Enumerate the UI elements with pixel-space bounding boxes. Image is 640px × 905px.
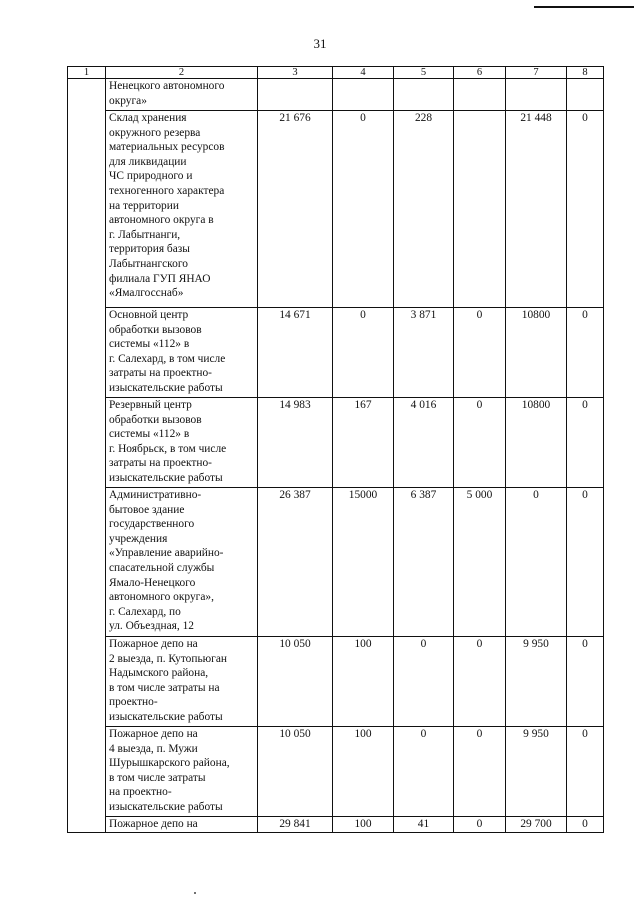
col3-value: 14 983 [258,398,333,488]
object-name: Административно- бытовое здание государственного учреждения «Управление аварийно- спасательной службы Ямало-Ненецкого автономного округа», г. Салехард, по ул. Объездная, 12 [106,488,258,637]
col4-value: 100 [333,637,394,727]
col4-value: 100 [333,817,394,833]
col8-value: 0 [567,308,604,398]
object-name: Ненецкого автономного округа» [106,79,258,111]
col7-value: 21 448 [506,111,567,308]
col5-value: 228 [394,111,454,308]
page-number: 31 [313,36,327,51]
budget-table [67,66,604,833]
table-row [68,79,604,111]
col3-value: 29 841 [258,817,333,833]
col3-value: 21 676 [258,111,333,308]
col3-value: 10 050 [258,727,333,817]
col4-value: 167 [333,398,394,488]
object-name: Резервный центр обработки вызовов системы «112» в г. Ноябрьск, в том числе затраты на проектно- изыскательские работы [106,398,258,488]
table-row [68,398,604,488]
top-rule [534,6,634,8]
table-row [68,727,604,817]
object-name: Пожарное депо на [106,817,258,833]
column-number: 4 [333,67,394,79]
col8-value [567,79,604,111]
col7-value: 9 950 [506,727,567,817]
col8-value: 0 [567,398,604,488]
col8-value: 0 [567,488,604,637]
col5-value: 41 [394,817,454,833]
col4-value: 15000 [333,488,394,637]
object-name: Пожарное депо на 2 выезда, п. Кутопьюган Надымского района, в том числе затраты на проектно- изыскательские работы [106,637,258,727]
col4-value: 100 [333,727,394,817]
col7-value [506,79,567,111]
column-number: 8 [567,67,604,79]
col5-value: 0 [394,727,454,817]
col8-value: 0 [567,111,604,308]
column-number: 1 [68,67,106,79]
object-name: Склад хранения окружного резерва материальных ресурсов для ликвидации ЧС природного и техногенного характера на территории автономного округа в г. Лабытнанги, территория базы Лабытнангского филиала ГУП ЯНАО «Ямалгосснаб» [106,111,258,308]
table-row [68,488,604,637]
col7-value: 9 950 [506,637,567,727]
table-row [68,817,604,833]
col6-value: 0 [454,398,506,488]
col5-value: 3 871 [394,308,454,398]
col4-value: 0 [333,308,394,398]
col6-value: 5 000 [454,488,506,637]
col4-value: 0 [333,111,394,308]
col5-value: 0 [394,637,454,727]
col3-value [258,79,333,111]
object-name: Основной центр обработки вызовов системы «112» в г. Салехард, в том числе затраты на проектно- изыскательские работы [106,308,258,398]
col8-value: 0 [567,637,604,727]
row-number-cell [68,79,106,833]
col6-value: 0 [454,727,506,817]
col6-value: 0 [454,637,506,727]
object-name: Пожарное депо на 4 выезда, п. Мужи Шурышкарского района, в том числе затраты на проектно- изыскательские работы [106,727,258,817]
scan-speck [194,892,196,894]
column-number: 2 [106,67,258,79]
table-row [68,308,604,398]
column-number: 6 [454,67,506,79]
col6-value [454,79,506,111]
col5-value: 4 016 [394,398,454,488]
col7-value: 29 700 [506,817,567,833]
col5-value: 6 387 [394,488,454,637]
col3-value: 10 050 [258,637,333,727]
col5-value [394,79,454,111]
column-number-row [68,67,604,79]
col8-value: 0 [567,817,604,833]
col8-value: 0 [567,727,604,817]
col7-value: 10800 [506,308,567,398]
table-row [68,111,604,308]
column-number: 5 [394,67,454,79]
table-row [68,637,604,727]
col6-value [454,111,506,308]
col7-value: 0 [506,488,567,637]
col3-value: 26 387 [258,488,333,637]
column-number: 7 [506,67,567,79]
col3-value: 14 671 [258,308,333,398]
col6-value: 0 [454,308,506,398]
column-number: 3 [258,67,333,79]
col6-value: 0 [454,817,506,833]
col7-value: 10800 [506,398,567,488]
col4-value [333,79,394,111]
